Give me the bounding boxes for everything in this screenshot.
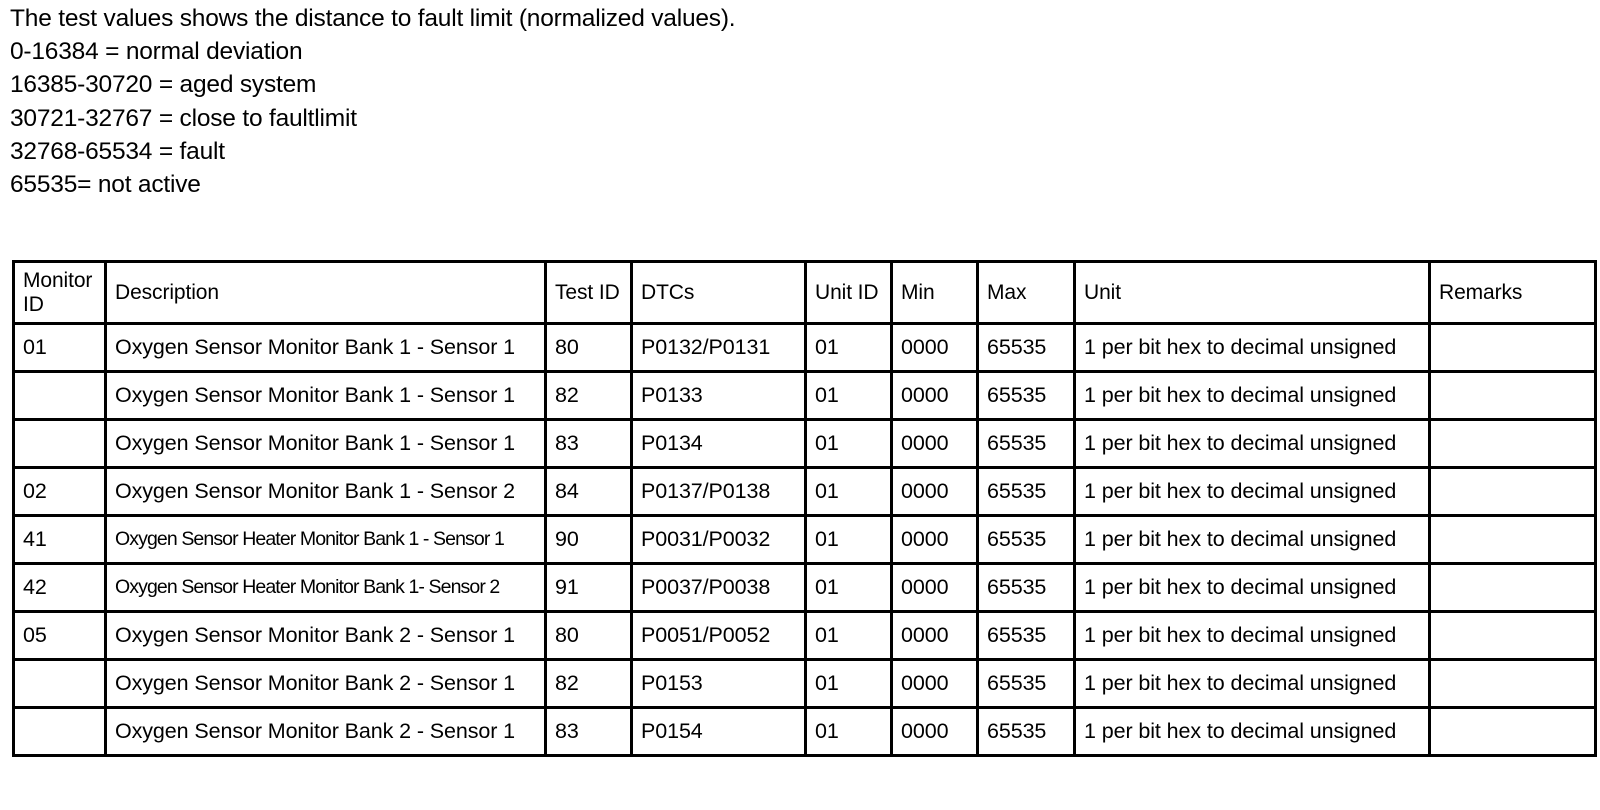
cell-unit: 1 per bit hex to decimal unsigned — [1075, 420, 1430, 468]
cell-test-id: 82 — [546, 372, 632, 420]
cell-max: 65535 — [978, 516, 1075, 564]
cell-remarks — [1430, 708, 1596, 756]
header-unit-id: Unit ID — [806, 262, 892, 324]
intro-summary: The test values shows the distance to fault limit (normalized values). — [10, 5, 736, 32]
cell-description: Oxygen Sensor Monitor Bank 1 - Sensor 1 — [106, 372, 546, 420]
cell-test-id: 90 — [546, 516, 632, 564]
monitor-table-container — [12, 260, 1597, 757]
header-test-id: Test ID — [546, 262, 632, 324]
range-close-to-faultlimit: 30721-32767 = close to faultlimit — [10, 104, 357, 132]
cell-dtcs: P0134 — [632, 420, 806, 468]
cell-max: 65535 — [978, 708, 1075, 756]
table-row — [14, 324, 1596, 372]
cell-unit-id: 01 — [806, 324, 892, 372]
cell-min: 0000 — [892, 516, 978, 564]
header-unit: Unit — [1075, 262, 1430, 324]
cell-min: 0000 — [892, 468, 978, 516]
cell-dtcs: P0133 — [632, 372, 806, 420]
cell-test-id: 80 — [546, 324, 632, 372]
table-row — [14, 468, 1596, 516]
range-normal-deviation: 0-16384 = normal deviation — [10, 38, 303, 66]
table-row — [14, 420, 1596, 468]
cell-remarks — [1430, 660, 1596, 708]
cell-unit: 1 per bit hex to decimal unsigned — [1075, 660, 1430, 708]
table-body — [14, 324, 1596, 756]
cell-remarks — [1430, 468, 1596, 516]
cell-description: Oxygen Sensor Monitor Bank 1 - Sensor 1 — [106, 324, 546, 372]
cell-unit-id: 01 — [806, 612, 892, 660]
cell-unit-id: 01 — [806, 468, 892, 516]
header-min: Min — [892, 262, 978, 324]
cell-description: Oxygen Sensor Monitor Bank 2 - Sensor 1 — [106, 708, 546, 756]
cell-remarks — [1430, 564, 1596, 612]
cell-unit: 1 per bit hex to decimal unsigned — [1075, 516, 1430, 564]
cell-min: 0000 — [892, 420, 978, 468]
cell-description: Oxygen Sensor Monitor Bank 1 - Sensor 1 — [106, 420, 546, 468]
cell-unit: 1 per bit hex to decimal unsigned — [1075, 372, 1430, 420]
cell-monitor-id — [14, 708, 106, 756]
cell-unit: 1 per bit hex to decimal unsigned — [1075, 468, 1430, 516]
cell-max: 65535 — [978, 372, 1075, 420]
table-row — [14, 516, 1596, 564]
cell-unit: 1 per bit hex to decimal unsigned — [1075, 708, 1430, 756]
cell-description: Oxygen Sensor Heater Monitor Bank 1- Sensor 2 — [106, 564, 546, 612]
cell-min: 0000 — [892, 612, 978, 660]
cell-max: 65535 — [978, 660, 1075, 708]
cell-monitor-id — [14, 372, 106, 420]
intro-text — [10, 2, 1210, 201]
cell-unit: 1 per bit hex to decimal unsigned — [1075, 564, 1430, 612]
cell-dtcs: P0137/P0138 — [632, 468, 806, 516]
cell-dtcs: P0051/P0052 — [632, 612, 806, 660]
header-remarks: Remarks — [1430, 262, 1596, 324]
cell-max: 65535 — [978, 324, 1075, 372]
table-header — [14, 262, 1596, 324]
cell-description: Oxygen Sensor Monitor Bank 2 - Sensor 1 — [106, 660, 546, 708]
cell-max: 65535 — [978, 612, 1075, 660]
cell-unit-id: 01 — [806, 516, 892, 564]
cell-dtcs: P0132/P0131 — [632, 324, 806, 372]
cell-monitor-id: 01 — [14, 324, 106, 372]
cell-test-id: 84 — [546, 468, 632, 516]
table-header-row — [14, 262, 1596, 324]
cell-min: 0000 — [892, 708, 978, 756]
cell-max: 65535 — [978, 564, 1075, 612]
cell-dtcs: P0153 — [632, 660, 806, 708]
header-max: Max — [978, 262, 1075, 324]
cell-unit: 1 per bit hex to decimal unsigned — [1075, 612, 1430, 660]
cell-remarks — [1430, 372, 1596, 420]
cell-description: Oxygen Sensor Monitor Bank 1 - Sensor 2 — [106, 468, 546, 516]
cell-unit-id: 01 — [806, 660, 892, 708]
cell-unit-id: 01 — [806, 708, 892, 756]
cell-test-id: 91 — [546, 564, 632, 612]
cell-dtcs: P0037/P0038 — [632, 564, 806, 612]
table-row — [14, 708, 1596, 756]
cell-test-id: 83 — [546, 708, 632, 756]
cell-monitor-id — [14, 660, 106, 708]
cell-description: Oxygen Sensor Heater Monitor Bank 1 - Sensor 1 — [106, 516, 546, 564]
header-monitor-id: Monitor ID — [14, 262, 106, 324]
cell-test-id: 83 — [546, 420, 632, 468]
cell-min: 0000 — [892, 660, 978, 708]
table-row — [14, 612, 1596, 660]
cell-unit-id: 01 — [806, 372, 892, 420]
table-row — [14, 564, 1596, 612]
cell-test-id: 80 — [546, 612, 632, 660]
cell-description: Oxygen Sensor Monitor Bank 2 - Sensor 1 — [106, 612, 546, 660]
range-fault: 32768-65534 = fault — [10, 137, 225, 165]
cell-min: 0000 — [892, 564, 978, 612]
cell-unit-id: 01 — [806, 420, 892, 468]
range-not-active: 65535= not active — [10, 170, 201, 198]
cell-unit: 1 per bit hex to decimal unsigned — [1075, 324, 1430, 372]
table-row — [14, 660, 1596, 708]
table-row — [14, 372, 1596, 420]
cell-max: 65535 — [978, 420, 1075, 468]
cell-remarks — [1430, 516, 1596, 564]
cell-monitor-id: 41 — [14, 516, 106, 564]
header-dtcs: DTCs — [632, 262, 806, 324]
cell-min: 0000 — [892, 324, 978, 372]
cell-unit-id: 01 — [806, 564, 892, 612]
cell-dtcs: P0154 — [632, 708, 806, 756]
header-description: Description — [106, 262, 546, 324]
cell-max: 65535 — [978, 468, 1075, 516]
cell-monitor-id: 02 — [14, 468, 106, 516]
cell-dtcs: P0031/P0032 — [632, 516, 806, 564]
cell-remarks — [1430, 324, 1596, 372]
cell-monitor-id — [14, 420, 106, 468]
cell-monitor-id: 42 — [14, 564, 106, 612]
range-aged-system: 16385-30720 = aged system — [10, 71, 317, 99]
cell-remarks — [1430, 612, 1596, 660]
cell-monitor-id: 05 — [14, 612, 106, 660]
cell-test-id: 82 — [546, 660, 632, 708]
cell-min: 0000 — [892, 372, 978, 420]
cell-remarks — [1430, 420, 1596, 468]
monitor-test-table — [12, 260, 1597, 757]
